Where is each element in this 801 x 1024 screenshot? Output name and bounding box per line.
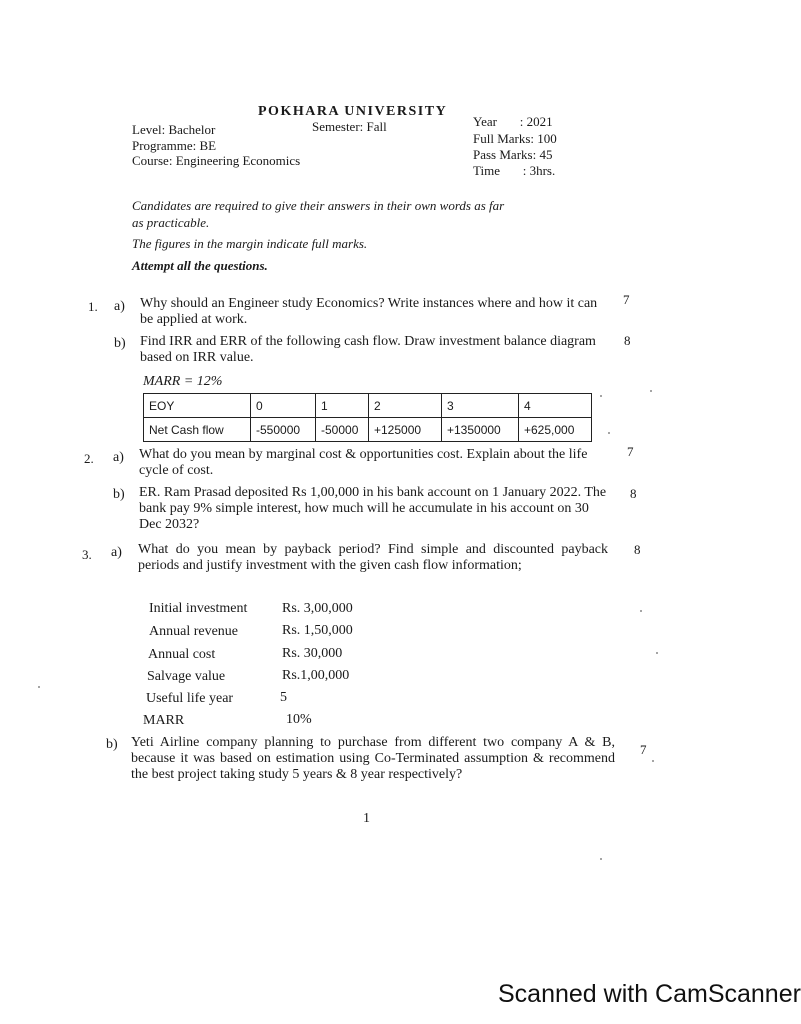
item-label: Annual cost <box>148 647 216 662</box>
q2b-label: b) <box>113 487 125 502</box>
q1b-label: b) <box>114 336 126 351</box>
year-text: Year : 2021 <box>473 114 553 129</box>
scan-speck <box>650 390 652 392</box>
scan-speck <box>600 395 602 397</box>
item-value: 5 <box>280 690 287 705</box>
course-text: Course: Engineering Economics <box>132 153 301 168</box>
question-number-1: 1. <box>88 299 98 314</box>
table-row <box>144 394 592 418</box>
scan-speck <box>600 858 602 860</box>
full-marks-text: Full Marks: 100 <box>473 131 557 146</box>
q2a-text: What do you mean by marginal cost & opportunities cost. Explain about the life cycle of cost. <box>139 447 588 478</box>
q1a-text: Why should an Engineer study Economics? Write instances where and how it can be applied at work. <box>140 296 598 327</box>
q2b-text: ER. Ram Prasad deposited Rs 1,00,000 in his bank account on 1 January 2022. The bank pay 9% simple interest, how much will he accumulate in his account on 30 Dec 2032? <box>139 485 607 532</box>
q3b-label: b) <box>106 737 118 752</box>
scan-speck <box>38 686 40 688</box>
table-cell: Net Cash flow <box>144 418 251 442</box>
q3a-marks: 8 <box>634 542 641 557</box>
table-cell: +125000 <box>369 418 442 442</box>
table-cell: 1 <box>316 394 369 418</box>
table-cell: +625,000 <box>519 418 592 442</box>
pass-marks-text: Pass Marks: 45 <box>473 147 553 162</box>
table-cell: 2 <box>369 394 442 418</box>
instruction-line-2: as practicable. <box>132 215 210 230</box>
page-number: 1 <box>363 811 370 826</box>
q3a-label: a) <box>111 545 122 560</box>
instruction-line-4: Attempt all the questions. <box>132 258 268 273</box>
scan-speck <box>608 432 610 434</box>
scan-speck <box>640 610 642 612</box>
q3b-marks: 7 <box>640 742 647 757</box>
q2b-marks: 8 <box>630 486 637 501</box>
table-cell: -50000 <box>316 418 369 442</box>
table-cell: -550000 <box>251 418 316 442</box>
table-cell: 4 <box>519 394 592 418</box>
q1b-text: Find IRR and ERR of the following cash flow. Draw investment balance diagram based on IRR value. <box>140 334 596 365</box>
time-text: Time : 3hrs. <box>473 163 556 178</box>
instruction-line-1: Candidates are required to give their answers in their own words as far <box>132 198 505 213</box>
item-value: Rs. 30,000 <box>282 646 343 661</box>
question-number-3: 3. <box>82 547 92 562</box>
item-label: Useful life year <box>146 691 234 706</box>
programme-text: Programme: BE <box>132 138 217 153</box>
item-label: Salvage value <box>147 669 226 684</box>
q3b-text: Yeti Airline company planning to purchase from different two company A & B, because it was based on estimation using Co-Terminated assumption & recommend the best project taking study 5 years & 8 year respectively? <box>131 735 615 782</box>
table-cell: 0 <box>251 394 316 418</box>
cash-flow-table <box>143 393 592 442</box>
level-text: Level: Bachelor <box>132 122 216 137</box>
q3a-text: What do you mean by payback period? Find simple and discounted payback periods and justify investment with the given cash flow information; <box>138 542 608 573</box>
table-cell: +1350000 <box>442 418 519 442</box>
q2a-marks: 7 <box>627 444 634 459</box>
item-value: 10% <box>286 712 312 727</box>
q1a-marks: 7 <box>623 292 630 307</box>
item-value: Rs. 1,50,000 <box>282 623 353 638</box>
question-number-2: 2. <box>84 451 94 466</box>
item-label: Annual revenue <box>149 624 239 639</box>
q2a-label: a) <box>113 450 124 465</box>
scan-speck <box>652 760 654 762</box>
item-label: MARR <box>143 713 185 728</box>
camscanner-watermark: Scanned with CamScanner <box>498 980 801 1008</box>
table-cell: EOY <box>144 394 251 418</box>
item-label: Initial investment <box>149 601 248 616</box>
instruction-line-3: The figures in the margin indicate full marks. <box>132 236 368 251</box>
q1b-marks: 8 <box>624 333 631 348</box>
q1a-label: a) <box>114 299 125 314</box>
table-cell: 3 <box>442 394 519 418</box>
scan-speck <box>656 652 658 654</box>
item-value: Rs.1,00,000 <box>282 668 350 683</box>
item-value: Rs. 3,00,000 <box>282 601 353 616</box>
university-title: POKHARA UNIVERSITY <box>258 104 448 119</box>
table-row <box>144 418 592 442</box>
marr-text: MARR = 12% <box>143 374 223 389</box>
semester-text: Semester: Fall <box>312 119 387 134</box>
